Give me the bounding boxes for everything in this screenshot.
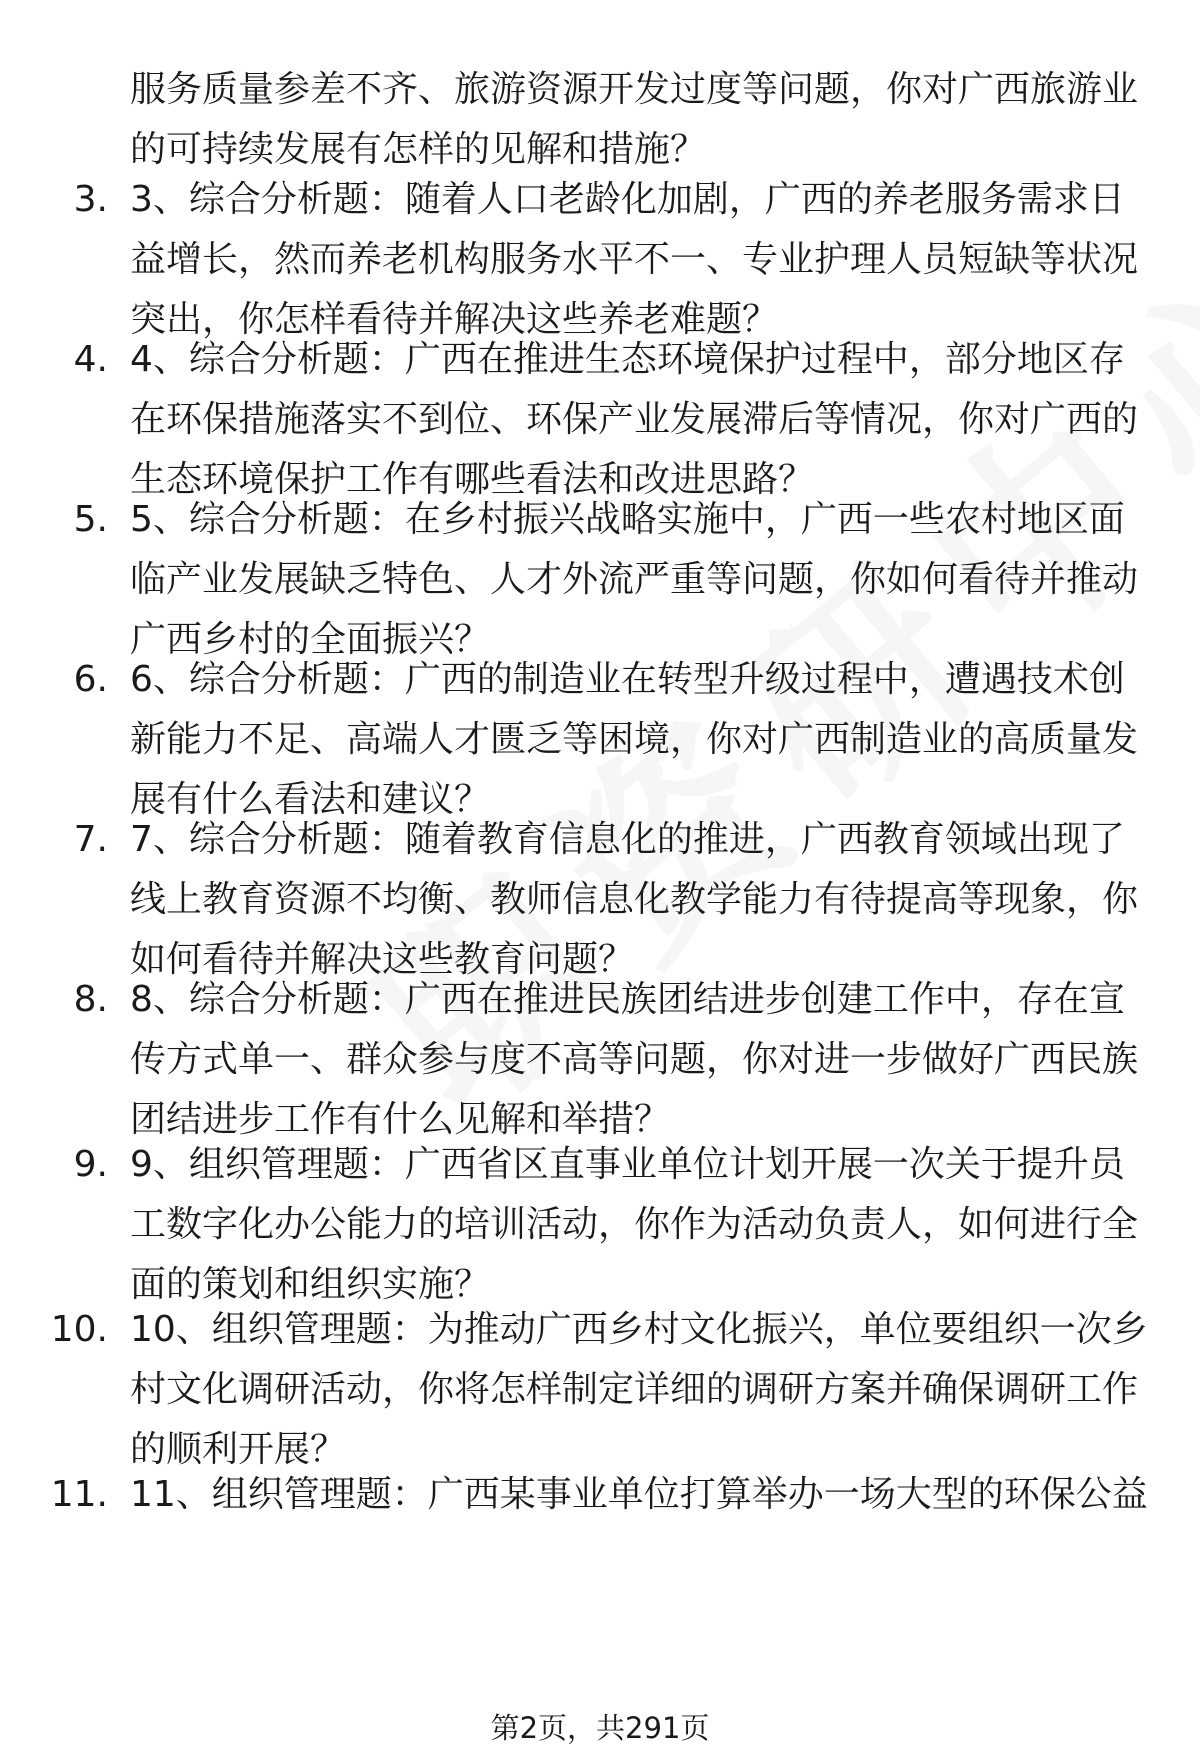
list-item [50,1300,1160,1480]
list-item-text: 3、综合分析题：随着人口老龄化加剧，广西的养老服务需求日益增长，然而养老机构服务水平不一、专业护理人员短缺等状况突出，你怎样看待并解决这些养老难题？ [130,179,1139,340]
continuation-paragraph: 服务质量参差不齐、旅游资源开发过度等问题，你对广西旅游业的可持续发展有怎样的见解和措施？ [130,69,1139,170]
list-item [73,490,1160,670]
page-footer: 第2页，共291页 [490,1711,710,1745]
list-item-text: 11、组织管理题：广西某事业单位打算举办一场大型的环保公益 [130,1474,1148,1515]
list-item [73,970,1160,1150]
list-item-number: 10. [50,1309,108,1350]
list-item-number: 3. [73,179,108,220]
list-item-text: 7、综合分析题：随着教育信息化的推进，广西教育领域出现了线上教育资源不均衡、教师信息化教学能力有待提高等现象，你如何看待并解决这些教育问题？ [130,819,1139,980]
list-item-text: 10、组织管理题：为推动广西乡村文化振兴，单位要组织一次乡村文化调研活动，你将怎样制定详细的调研方案并确保调研工作的顺利开展？ [130,1309,1148,1470]
list-item-number: 6. [73,659,108,700]
list-item [73,170,1160,350]
list-item [50,1465,1160,1525]
list-item-number: 11. [50,1474,108,1515]
list-item-text: 9、组织管理题：广西省区直事业单位计划开展一次关于提升员工数字化办公能力的培训活动，你作为活动负责人，如何进行全面的策划和组织实施？ [130,1144,1139,1305]
list-item-text: 5、综合分析题：在乡村振兴战略实施中，广西一些农村地区面临产业发展缺乏特色、人才外流严重等问题，你如何看待并推动广西乡村的全面振兴？ [130,499,1139,660]
list-item [73,330,1160,510]
list-item-number: 9. [73,1144,108,1185]
list-item-number: 5. [73,499,108,540]
list-item-text: 8、综合分析题：广西在推进民族团结进步创建工作中，存在宣传方式单一、群众参与度不高等问题，你对进一步做好广西民族团结进步工作有什么见解和举措？ [130,979,1139,1140]
list-item-text: 4、综合分析题：广西在推进生态环境保护过程中，部分地区存在环保措施落实不到位、环保产业发展滞后等情况，你对广西的生态环境保护工作有哪些看法和改进思路？ [130,339,1139,500]
list-item-number: 7. [73,819,108,860]
list-item [73,1135,1160,1315]
list-item [73,810,1160,990]
list-item-number: 8. [73,979,108,1020]
list-item-number: 4. [73,339,108,380]
list-item [73,650,1160,830]
list-item-text: 6、综合分析题：广西的制造业在转型升级过程中，遭遇技术创新能力不足、高端人才匮乏等困境，你对广西制造业的高质量发展有什么看法和建议？ [130,659,1139,820]
